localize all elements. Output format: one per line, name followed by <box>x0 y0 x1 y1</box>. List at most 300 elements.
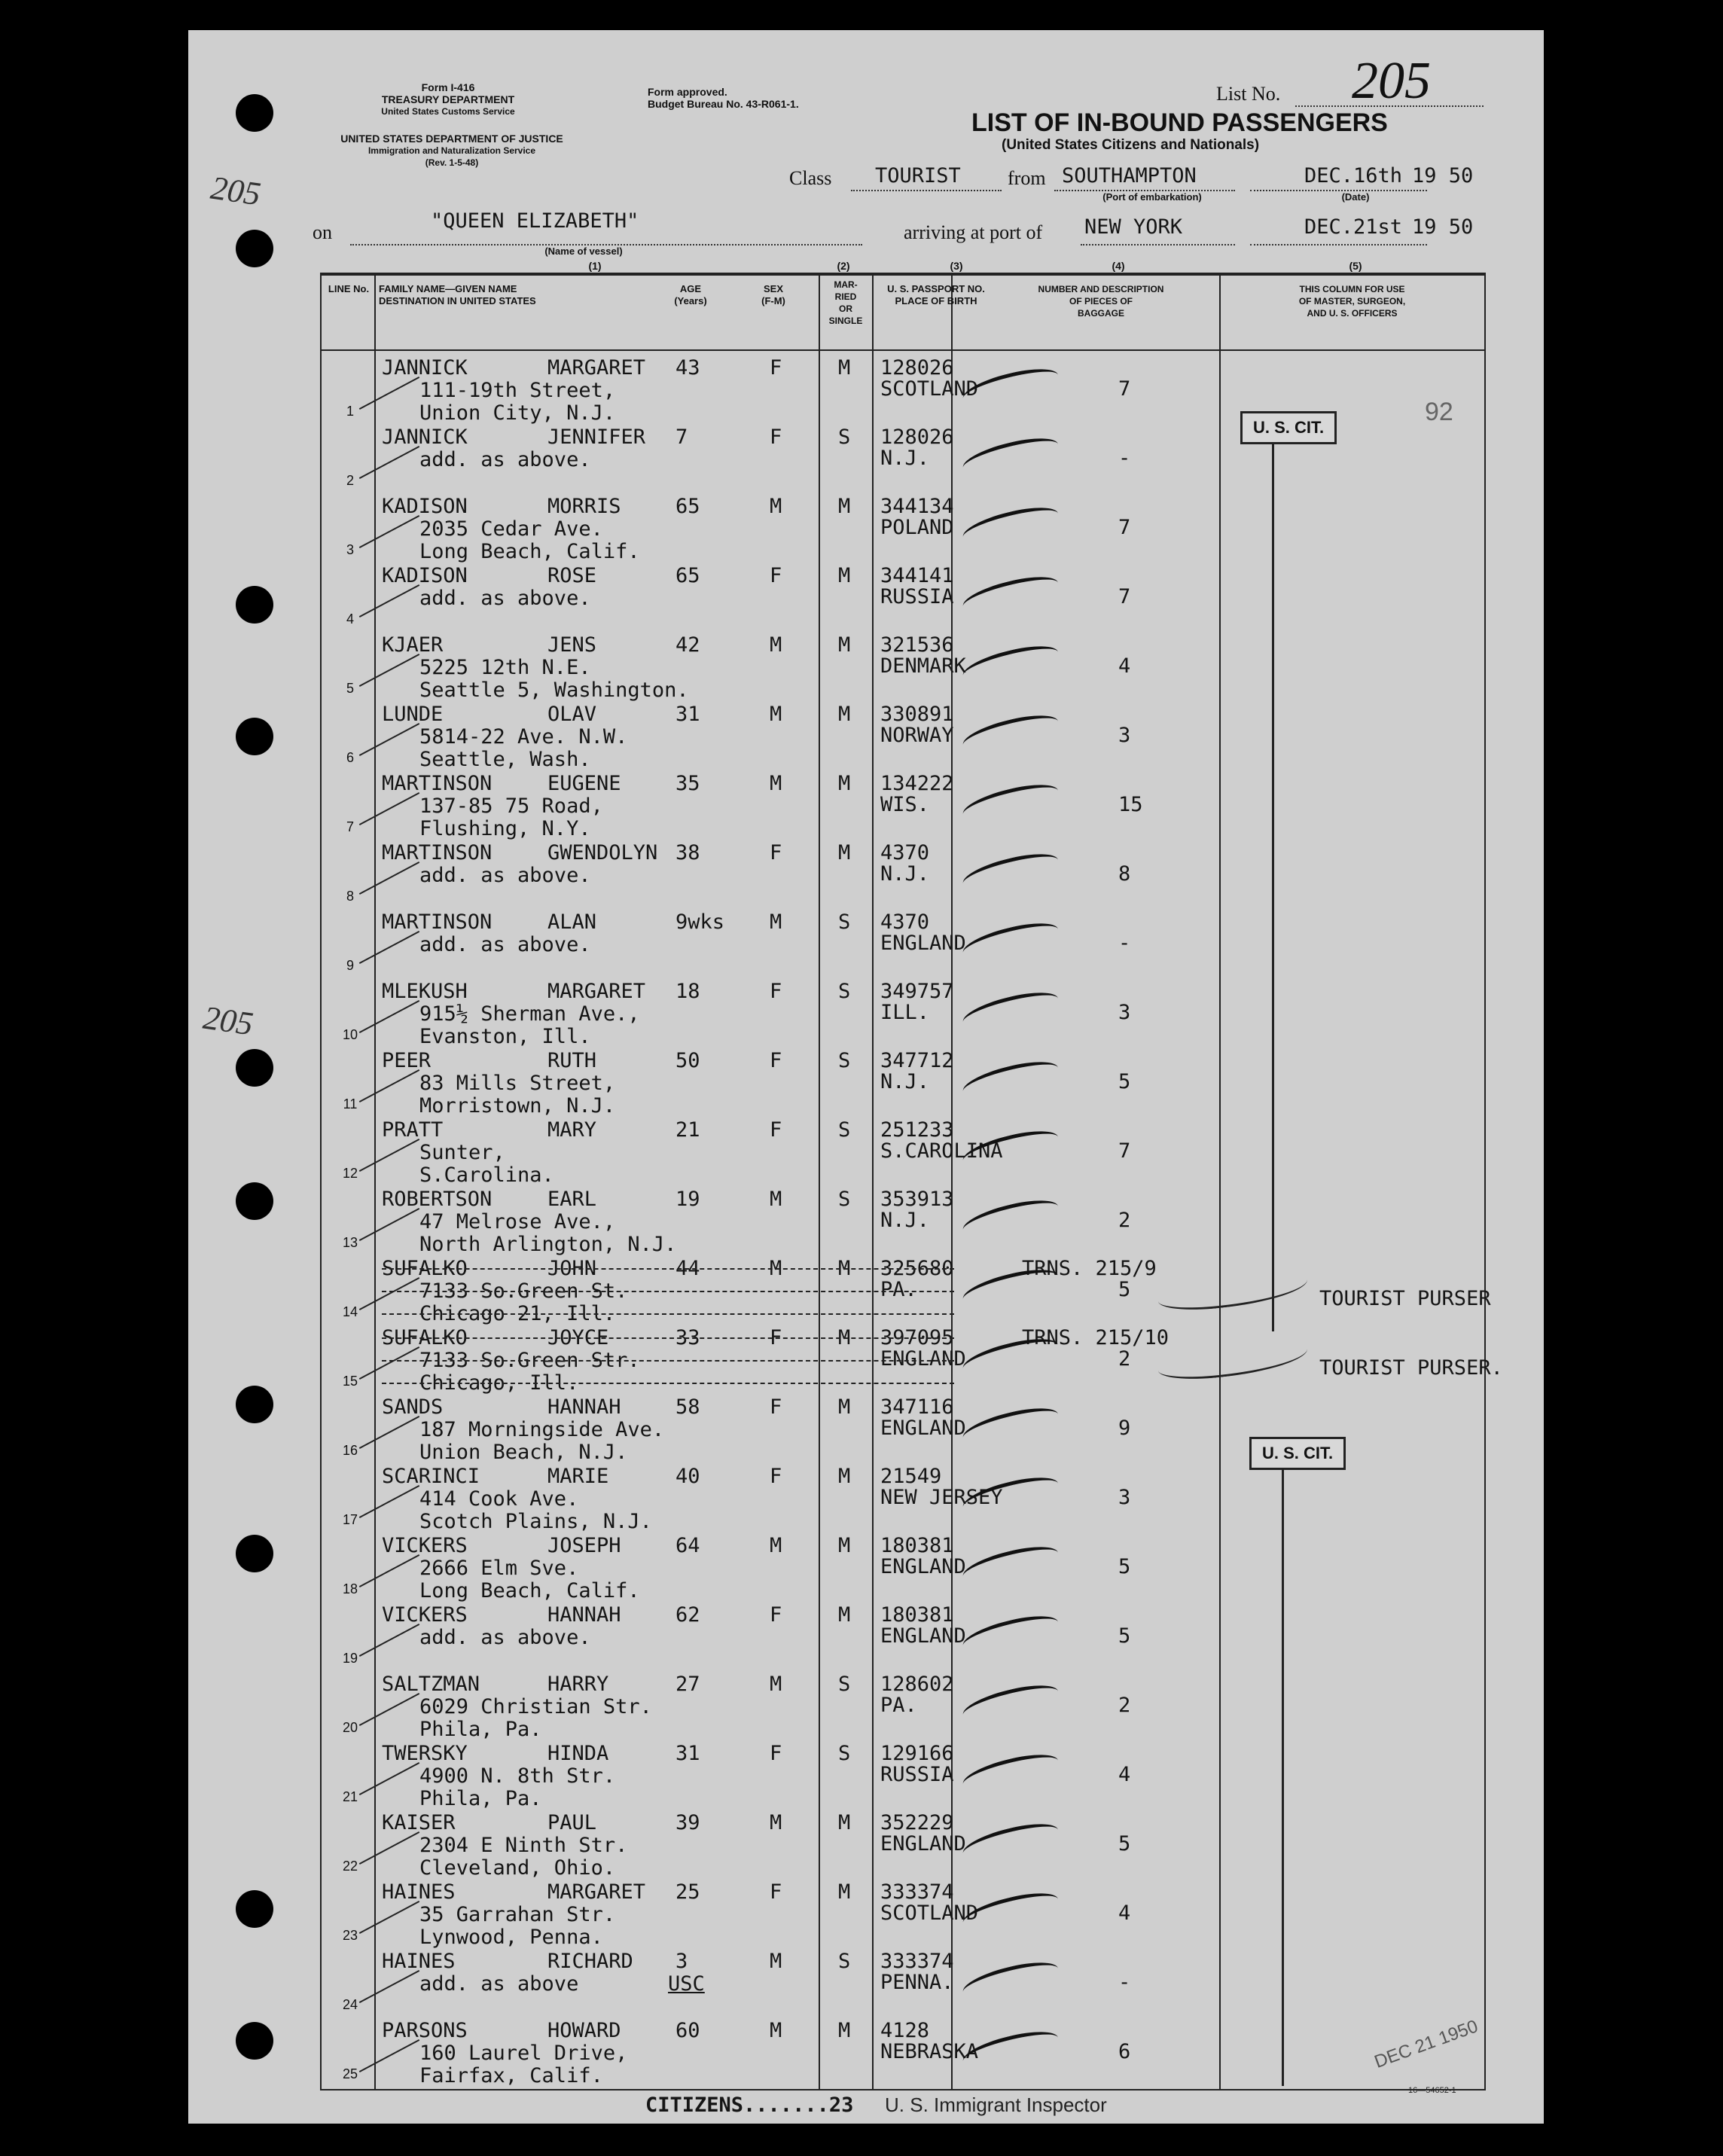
given-name: MARGARET <box>547 1880 646 1904</box>
budget-bureau: Budget Bureau No. 43-R061-1. <box>648 98 799 110</box>
tick-mark <box>359 1000 419 1033</box>
line-number: 15 <box>342 1374 358 1389</box>
address-line-2: Flushing, N.Y. <box>419 817 591 840</box>
address-line-1: 2666 Elm Sve. <box>419 1557 579 1580</box>
tick-mark <box>359 1485 419 1518</box>
class-value: TOURIST <box>875 164 961 188</box>
address-line-2: Cleveland, Ohio. <box>419 1856 616 1880</box>
place-of-birth: RUSSIA <box>880 585 954 608</box>
on-label: on <box>313 221 332 243</box>
family-name: ROBERTSON <box>382 1188 493 1211</box>
table-row <box>322 1252 1491 1325</box>
tick-mark <box>359 861 419 895</box>
column-header-name: FAMILY NAME—GIVEN NAME DESTINATION IN UNITED STATES <box>379 283 536 306</box>
us-citizen-stamp: U. S. CIT. <box>1240 411 1337 444</box>
family-name: SALTZMAN <box>382 1673 480 1696</box>
tick-mark <box>359 377 419 410</box>
place-of-birth: WIS. <box>880 793 930 816</box>
sex: F <box>770 1326 782 1349</box>
tick-mark <box>359 792 419 825</box>
vessel-caption: (Name of vessel) <box>544 245 623 257</box>
document-title: LIST OF IN-BOUND PASSENGERS <box>971 108 1388 137</box>
rev-label: (Rev. 1-5-48) <box>425 157 479 168</box>
col-num-4: (4) <box>1112 260 1125 272</box>
binder-hole <box>236 1386 273 1423</box>
line-number: 16 <box>342 1443 358 1458</box>
line-number: 24 <box>342 1997 358 2012</box>
tick-mark <box>359 1277 419 1310</box>
class-label: Class <box>789 167 832 189</box>
tick-mark <box>359 515 419 548</box>
line-number: 17 <box>342 1512 358 1527</box>
date-stamp: DEC 21 1950 <box>1371 2016 1481 2072</box>
line-number: 2 <box>346 473 354 488</box>
table-row <box>322 1182 1484 1256</box>
customs-label: United States Customs Service <box>381 106 515 117</box>
baggage-count: 5 <box>1118 1555 1131 1578</box>
arrival-date: DEC.21st <box>1304 215 1403 239</box>
family-name: SUFALKO <box>382 1257 468 1280</box>
age: 38 <box>675 841 700 865</box>
given-name: HOWARD <box>547 2019 621 2042</box>
table-row <box>322 1113 1484 1187</box>
given-name: HANNAH <box>547 1603 621 1627</box>
address-line-2: Evanston, Ill. <box>419 1025 591 1048</box>
given-name: EARL <box>547 1188 597 1211</box>
vessel-name: "QUEEN ELIZABETH" <box>431 209 639 233</box>
check-mark <box>960 2025 1062 2074</box>
strike-through-line <box>382 1268 954 1270</box>
address-line-2: S.Carolina. <box>419 1163 554 1187</box>
age: 9wks <box>675 910 725 934</box>
binder-hole <box>236 586 273 624</box>
marital-status: M <box>838 1465 851 1488</box>
line-number: 5 <box>346 681 354 696</box>
marital-status: M <box>838 495 851 518</box>
strike-through-line <box>382 1291 954 1292</box>
sex: M <box>770 495 782 518</box>
line-number: 11 <box>343 1096 358 1112</box>
table-row <box>322 489 1484 563</box>
passport-number: 4128 <box>880 2019 930 2042</box>
family-name: SANDS <box>382 1395 444 1419</box>
passport-number: 330891 <box>880 703 954 726</box>
given-name: MARGARET <box>547 980 646 1003</box>
passport-number: 128602 <box>880 1673 954 1696</box>
age: 65 <box>675 564 700 587</box>
tick-mark <box>359 1831 419 1865</box>
baggage-count: 15 <box>1118 793 1143 816</box>
tick-mark <box>359 1139 419 1172</box>
passport-number: 397095 <box>880 1326 954 1349</box>
arrival-year: 19 50 <box>1412 215 1474 239</box>
departure-year: 19 50 <box>1412 164 1474 188</box>
passport-number: 128026 <box>880 356 954 380</box>
address-line-1: add. as above <box>419 1972 579 1996</box>
given-name: RUTH <box>547 1049 597 1072</box>
sex: M <box>770 1534 782 1557</box>
baggage-count: - <box>1118 1971 1131 1994</box>
line-number: 20 <box>342 1720 358 1735</box>
check-mark <box>960 916 1062 965</box>
marital-status: M <box>838 1603 851 1627</box>
table-row <box>322 1737 1484 1810</box>
check-mark <box>960 570 1062 619</box>
list-no-label: List No. <box>1216 83 1281 105</box>
address-line-1: 2304 E Ninth Str. <box>419 1834 628 1857</box>
age: 3 <box>675 1950 688 1973</box>
given-name: MORRIS <box>547 495 621 518</box>
marital-status: S <box>838 1188 851 1211</box>
from-value: SOUTHAMPTON <box>1062 164 1197 188</box>
place-of-birth: PA. <box>880 1694 917 1717</box>
handwritten-margin-note-2: 205 <box>200 999 256 1043</box>
address-line-2: Long Beach, Calif. <box>419 540 640 563</box>
table-row <box>322 905 1484 974</box>
check-mark <box>960 1679 1062 1728</box>
check-mark <box>960 1194 1062 1243</box>
place-of-birth: N.J. <box>880 1070 930 1093</box>
passport-number: 333374 <box>880 1880 954 1904</box>
line-number: 8 <box>346 889 354 904</box>
table-row <box>322 351 1484 425</box>
line-number: 18 <box>342 1581 358 1596</box>
line-number: 10 <box>342 1027 358 1042</box>
address-line-2: Phila, Pa. <box>419 1787 542 1810</box>
passport-number: 21549 <box>880 1465 942 1488</box>
binder-hole <box>236 1182 273 1220</box>
marital-status: S <box>838 425 851 449</box>
address-line-1: add. as above. <box>419 448 591 471</box>
marital-status: S <box>838 1673 851 1696</box>
address-line-1: 111-19th Street, <box>419 379 616 402</box>
marital-status: M <box>838 1257 851 1280</box>
baggage-count: 5 <box>1118 1278 1131 1301</box>
given-name: HANNAH <box>547 1395 621 1419</box>
family-name: JANNICK <box>382 425 468 449</box>
age: 27 <box>675 1673 700 1696</box>
line-number: 23 <box>342 1928 358 1943</box>
justice-label: UNITED STATES DEPARTMENT OF JUSTICE <box>340 133 563 145</box>
age: 31 <box>675 1742 700 1765</box>
list-number: 205 <box>1352 52 1431 110</box>
baggage-count: 7 <box>1118 516 1131 539</box>
sex: M <box>770 2019 782 2042</box>
check-mark <box>960 1471 1062 1520</box>
place-of-birth: RUSSIA <box>880 1763 954 1786</box>
address-line-1: 414 Cook Ave. <box>419 1487 579 1511</box>
col-num-3: (3) <box>950 260 963 272</box>
manifest-sheet <box>188 30 1544 2124</box>
binder-hole <box>236 230 273 267</box>
baggage-count: 2 <box>1118 1209 1131 1232</box>
baggage-count: 6 <box>1118 2040 1131 2063</box>
address-line-1: 5814-22 Ave. N.W. <box>419 725 628 749</box>
transfer-note: TRNS. 215/10 <box>1022 1326 1170 1349</box>
place-of-birth: N.J. <box>880 862 930 886</box>
check-mark <box>960 847 1062 896</box>
baggage-count: 5 <box>1118 1624 1131 1648</box>
column-header-officers: THIS COLUMN FOR USE OF MASTER, SURGEON, AND U. S. OFFICERS <box>1298 284 1406 319</box>
sex: M <box>770 910 782 934</box>
family-name: KAISER <box>382 1811 456 1834</box>
table-row <box>322 1667 1484 1741</box>
line-number: 12 <box>342 1166 358 1181</box>
passport-number: 129166 <box>880 1742 954 1765</box>
place-of-birth: ENGLAND <box>880 1624 966 1648</box>
family-name: PEER <box>382 1049 432 1072</box>
place-of-birth: S.CAROLINA <box>880 1139 1003 1163</box>
sex: F <box>770 356 782 380</box>
tick-mark <box>359 2039 419 2072</box>
baggage-count: 3 <box>1118 1486 1131 1509</box>
age: 31 <box>675 703 700 726</box>
check-mark <box>960 1124 1062 1173</box>
binder-hole <box>236 94 273 132</box>
column-header-sex: SEX (F-M) <box>761 283 785 306</box>
column-header-passport: U. S. PASSPORT NO. PLACE OF BIRTH <box>887 283 985 306</box>
sex: M <box>770 1950 782 1973</box>
family-name: MLEKUSH <box>382 980 468 1003</box>
given-name: JENS <box>547 633 597 657</box>
baggage-count: - <box>1118 932 1131 955</box>
check-mark <box>960 1817 1062 1866</box>
passport-number: 4370 <box>880 841 930 865</box>
family-name: KJAER <box>382 633 444 657</box>
check-mark <box>960 501 1062 550</box>
check-mark <box>960 1886 1062 1935</box>
place-of-birth: ENGLAND <box>880 1347 966 1371</box>
table-row <box>322 974 1484 1048</box>
address-line-2: Union Beach, N.J. <box>419 1441 628 1464</box>
place-of-birth: ENGLAND <box>880 932 966 955</box>
given-name: GWENDOLYN <box>547 841 658 865</box>
handwritten-margin-note: 205 <box>208 169 264 213</box>
family-name: MARTINSON <box>382 772 493 795</box>
document-subtitle: (United States Citizens and Nationals) <box>1002 137 1260 153</box>
passport-number: 344141 <box>880 564 954 587</box>
sex: M <box>770 703 782 726</box>
age: 19 <box>675 1188 700 1211</box>
from-label: from <box>1008 167 1046 189</box>
baggage-count: 2 <box>1118 1347 1131 1371</box>
arrival-port: NEW YORK <box>1084 215 1183 239</box>
family-name: HAINES <box>382 1950 456 1973</box>
baggage-count: 4 <box>1118 1901 1131 1925</box>
baggage-count: 3 <box>1118 1001 1131 1024</box>
check-mark <box>960 1055 1062 1104</box>
check-mark <box>960 1609 1062 1658</box>
passport-number: 344134 <box>880 495 954 518</box>
age: 21 <box>675 1118 700 1142</box>
tick-mark <box>359 1970 419 2003</box>
given-name: MARIE <box>547 1465 609 1488</box>
place-of-birth: POLAND <box>880 516 954 539</box>
tick-mark <box>359 1693 419 1726</box>
family-name: TWERSKY <box>382 1742 468 1765</box>
departure-date: DEC.16th <box>1304 164 1403 188</box>
table-row <box>322 697 1484 771</box>
age: 7 <box>675 425 688 449</box>
column-header-married: MAR- RIED OR SINGLE <box>828 279 863 326</box>
strike-through-line <box>382 1383 954 1384</box>
check-mark <box>960 362 1062 411</box>
marital-status: S <box>838 980 851 1003</box>
tick-mark <box>359 1208 419 1241</box>
address-line-2: Union City, N.J. <box>419 401 616 425</box>
tick-mark <box>359 1416 419 1449</box>
binder-hole <box>236 718 273 755</box>
binder-hole <box>236 1049 273 1087</box>
sex: F <box>770 841 782 865</box>
date-caption: (Date) <box>1341 191 1370 203</box>
passport-number: 353913 <box>880 1188 954 1211</box>
line-number: 13 <box>342 1235 358 1250</box>
sex: F <box>770 1395 782 1419</box>
baggage-count: 7 <box>1118 585 1131 608</box>
address-line-1: 7133 So.Green St. <box>419 1279 628 1303</box>
given-name: HARRY <box>547 1673 609 1696</box>
address-line-2: Long Beach, Calif. <box>419 1579 640 1603</box>
treasury-label: TREASURY DEPARTMENT <box>381 93 515 105</box>
check-mark <box>960 1332 1062 1381</box>
place-of-birth: NORWAY <box>880 724 954 747</box>
tick-mark <box>359 1554 419 1587</box>
baggage-count: 5 <box>1118 1070 1131 1093</box>
sex: M <box>770 633 782 657</box>
strike-through-line <box>382 1337 954 1339</box>
given-name: ROSE <box>547 564 597 587</box>
passport-number: 134222 <box>880 772 954 795</box>
table-row <box>322 1806 1484 1880</box>
tick-mark <box>359 1762 419 1795</box>
line-number: 1 <box>346 404 354 419</box>
form-code: 16—54652-1 <box>1408 2086 1456 2095</box>
family-name: KADISON <box>382 495 468 518</box>
place-of-birth: ENGLAND <box>880 1416 966 1440</box>
line-number: 6 <box>346 750 354 765</box>
age: 40 <box>675 1465 700 1488</box>
marital-status: M <box>838 1534 851 1557</box>
line-number: 22 <box>342 1859 358 1874</box>
address-line-1: 4900 N. 8th Str. <box>419 1764 616 1788</box>
family-name: MARTINSON <box>382 841 493 865</box>
col-num-1: (1) <box>588 260 602 272</box>
given-name: MARGARET <box>547 356 646 380</box>
age: 39 <box>675 1811 700 1834</box>
sex: F <box>770 425 782 449</box>
given-name: RICHARD <box>547 1950 633 1973</box>
col-num-2: (2) <box>837 260 850 272</box>
address-line-1: 5225 12th N.E. <box>419 656 591 679</box>
address-line-2: Chicago, Ill. <box>419 1371 579 1395</box>
address-line-2: North Arlington, N.J. <box>419 1233 677 1256</box>
purser-signature <box>1156 1267 1309 1315</box>
citizenship-note: USC <box>668 1972 705 1996</box>
column-header-age: AGE (Years) <box>674 283 707 306</box>
address-line-1: 915½ Sherman Ave., <box>419 1002 640 1026</box>
table-row <box>322 1598 1484 1667</box>
baggage-count: - <box>1118 447 1131 470</box>
tick-mark <box>359 446 419 479</box>
sex: M <box>770 1188 782 1211</box>
family-name: MARTINSON <box>382 910 493 934</box>
line-number: 7 <box>346 819 354 834</box>
table-row <box>322 628 1484 702</box>
given-name: ALAN <box>547 910 597 934</box>
marital-status: M <box>838 564 851 587</box>
marital-status: S <box>838 1742 851 1765</box>
binder-hole <box>236 1535 273 1572</box>
marital-status: M <box>838 633 851 657</box>
age: 64 <box>675 1534 700 1557</box>
given-name: OLAV <box>547 703 597 726</box>
given-name: JOHN <box>547 1257 597 1280</box>
purser-signature-label: TOURIST PURSER <box>1319 1287 1491 1310</box>
col-num-5: (5) <box>1349 260 1362 272</box>
strike-through-line <box>382 1360 954 1362</box>
check-mark <box>960 1540 1062 1589</box>
age: 65 <box>675 495 700 518</box>
place-of-birth: N.J. <box>880 447 930 470</box>
family-name: JANNICK <box>382 356 468 380</box>
given-name: JOSEPH <box>547 1534 621 1557</box>
line-number: 9 <box>346 958 354 973</box>
passport-number: 180381 <box>880 1603 954 1627</box>
check-mark <box>960 986 1062 1035</box>
family-name: HAINES <box>382 1880 456 1904</box>
address-line-1: 7133 So.Green Str. <box>419 1349 640 1372</box>
sex: F <box>770 1118 782 1142</box>
address-line-2: Phila, Pa. <box>419 1718 542 1741</box>
tick-mark <box>359 1346 419 1380</box>
table-row <box>322 1944 1484 2014</box>
place-of-birth: PA. <box>880 1278 917 1301</box>
marital-status: M <box>838 772 851 795</box>
passport-number: 333374 <box>880 1950 954 1973</box>
given-name: JOYCE <box>547 1326 609 1349</box>
tick-mark <box>359 1901 419 1934</box>
sex: F <box>770 980 782 1003</box>
baggage-count: 9 <box>1118 1416 1131 1440</box>
ins-label: Immigration and Naturalization Service <box>367 145 536 156</box>
place-of-birth: PENNA. <box>880 1971 954 1994</box>
age: 33 <box>675 1326 700 1349</box>
check-mark <box>960 639 1062 688</box>
sex: F <box>770 1742 782 1765</box>
sex: F <box>770 1465 782 1488</box>
passport-number: 325680 <box>880 1257 954 1280</box>
address-line-2: Seattle 5, Washington. <box>419 679 689 702</box>
place-of-birth: ENGLAND <box>880 1832 966 1856</box>
inspector-label: U. S. Immigrant Inspector <box>885 2093 1107 2116</box>
address-line-1: add. as above. <box>419 587 591 610</box>
line-number: 3 <box>346 542 354 557</box>
line-number: 25 <box>342 2066 358 2081</box>
family-name: PRATT <box>382 1118 444 1142</box>
marital-status: M <box>838 1880 851 1904</box>
line-number: 14 <box>342 1304 358 1319</box>
age: 60 <box>675 2019 700 2042</box>
age: 43 <box>675 356 700 380</box>
passport-number: 347116 <box>880 1395 954 1419</box>
purser-signature <box>1156 1336 1309 1384</box>
check-mark <box>960 709 1062 758</box>
given-name: JENNIFER <box>547 425 646 449</box>
tick-mark <box>359 1624 419 1657</box>
address-line-1: add. as above. <box>419 1626 591 1649</box>
family-name: PARSONS <box>382 2019 468 2042</box>
